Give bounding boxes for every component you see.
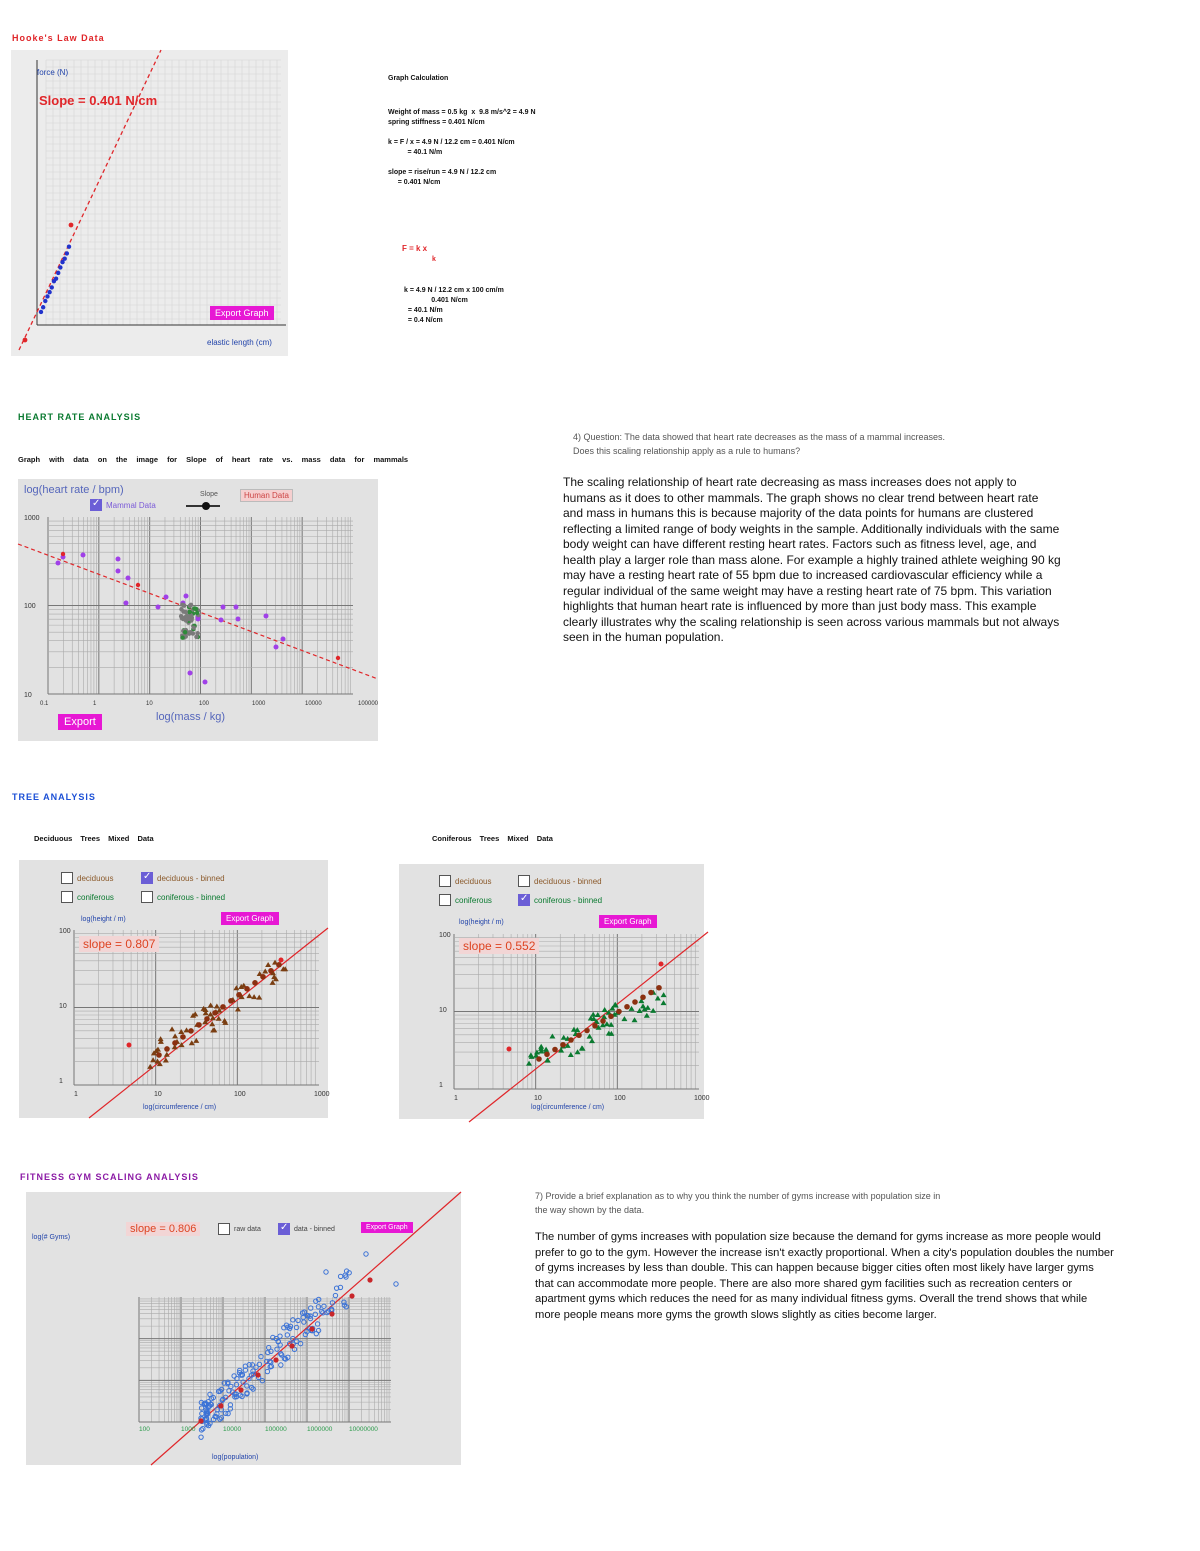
- tree-point: [256, 995, 262, 1000]
- mammal-point: [188, 671, 193, 676]
- tr-cb-deciduous-label: deciduous: [455, 876, 492, 886]
- gym-point: [199, 1435, 203, 1439]
- y-tick-label: 10: [59, 1003, 67, 1010]
- fit-cb-raw[interactable]: [218, 1223, 261, 1235]
- mammal-checkbox-box[interactable]: [90, 499, 102, 511]
- tree-point: [587, 1034, 593, 1039]
- fit-point: [336, 656, 340, 660]
- calc-line: slope = rise/run = 4.9 N / 12.2 cm: [388, 169, 497, 176]
- y-tick-label: 1: [59, 1078, 63, 1085]
- mammal-point: [281, 637, 286, 642]
- human-point: [184, 618, 188, 622]
- human-point: [180, 635, 184, 639]
- x-tick-label: 1: [454, 1095, 458, 1102]
- tr-cb-deciduous-binned[interactable]: [518, 875, 602, 887]
- mammal-point: [236, 617, 241, 622]
- human-point: [184, 610, 188, 614]
- gym-point: [364, 1252, 368, 1256]
- tree-right-subtitle: Coniferous Trees Mixed Data: [432, 834, 553, 843]
- gym-point: [313, 1312, 317, 1316]
- mammal-checkbox-label: Mammal Data: [106, 500, 156, 510]
- fit-point: [507, 1047, 512, 1052]
- human-point: [183, 630, 187, 634]
- fit-ylabel: log(# Gyms): [32, 1234, 71, 1241]
- tr-ylabel: log(height / m): [459, 919, 504, 926]
- mammal-point: [274, 645, 279, 650]
- hooke-calc: [388, 74, 588, 324]
- hooke-ylabel: force (N): [37, 68, 69, 77]
- x-tick-label: 100: [139, 1426, 150, 1433]
- tree-point: [178, 1029, 184, 1034]
- tree-point: [602, 1007, 608, 1012]
- fit-cb-binned-label: data - binned: [294, 1225, 335, 1233]
- fit-point: [23, 338, 28, 343]
- binned-point: [220, 1004, 226, 1010]
- binned-point: [536, 1056, 542, 1062]
- calc-result-line: 0.401 N/cm: [404, 297, 468, 304]
- gym-point: [394, 1282, 398, 1286]
- binned-point: [289, 1343, 294, 1348]
- binned-point: [204, 1016, 210, 1022]
- x-tick-label: 1000: [694, 1095, 710, 1102]
- fit-point: [69, 223, 74, 228]
- binned-point: [367, 1277, 372, 1282]
- calc-formula-sub: k: [432, 256, 436, 263]
- calc-line: spring stiffness = 0.401 N/cm: [388, 119, 485, 126]
- fit-cb-binned-box[interactable]: [278, 1223, 290, 1235]
- tl-slope-label: slope = 0.807: [79, 936, 159, 952]
- gym-point: [316, 1305, 320, 1309]
- trend-line: [89, 928, 328, 1118]
- hooke-slope-label: Slope = 0.401 N/cm: [39, 93, 158, 108]
- fit-point: [61, 552, 65, 556]
- fitness-title: FITNESS GYM SCALING ANALYSIS: [20, 1172, 199, 1182]
- binned-point: [268, 968, 274, 974]
- tree-point: [579, 1045, 585, 1050]
- tr-cb-coniferous-binned[interactable]: [518, 894, 602, 906]
- x-tick-label: 100000: [265, 1426, 287, 1433]
- binned-point: [236, 992, 242, 998]
- fitness-chart: [26, 1192, 461, 1465]
- x-tick-label: 1000000: [307, 1426, 333, 1433]
- tl-cb-coniferous[interactable]: [61, 891, 114, 903]
- binned-point: [656, 985, 662, 991]
- fit-cb-raw-box[interactable]: [218, 1223, 230, 1235]
- tree-point: [543, 1047, 549, 1052]
- data-point: [56, 271, 60, 275]
- binned-point: [244, 986, 250, 992]
- tree-point: [645, 1005, 651, 1010]
- data-point: [47, 290, 51, 294]
- x-tick-label: 10: [154, 1091, 162, 1098]
- heart-subtitle: Graph with data on the image for Slope of heart rate vs. mass data for mammals: [18, 455, 409, 464]
- tr-export-button[interactable]: Export Graph: [599, 915, 657, 928]
- mammal-point: [164, 595, 169, 600]
- data-point: [50, 285, 54, 289]
- tree-point: [655, 996, 661, 1001]
- mammal-point: [203, 680, 208, 685]
- binned-point: [238, 1387, 243, 1392]
- binned-point: [576, 1032, 582, 1038]
- calc-line: = 40.1 N/m: [388, 149, 443, 156]
- binned-point: [632, 999, 638, 1005]
- tree-point: [632, 1017, 638, 1022]
- human-data-button[interactable]: Human Data: [240, 489, 293, 502]
- trend-line: [469, 932, 708, 1122]
- slope-slider[interactable]: [186, 505, 220, 507]
- binned-point: [568, 1037, 574, 1043]
- binned-point: [560, 1042, 566, 1048]
- gym-point: [254, 1365, 258, 1369]
- tree-left-subtitle: Deciduous Trees Mixed Data: [34, 834, 154, 843]
- tree-point: [650, 1008, 656, 1013]
- tr-cb-coniferous-binned-label: coniferous - binned: [534, 895, 603, 905]
- gym-point: [247, 1363, 251, 1367]
- binned-point: [349, 1293, 354, 1298]
- mammal-point: [184, 594, 189, 599]
- heart-answer: The scaling relationship of heart rate decreasing as mass increases does not apply to humans as it does to other mammals. The graph shows no clear trend between heart rate and mass in humans this is because majority of the data points for humans are clustered reflecting a limited range of body weights in the sample. Additionally individuals with the same body weight can have different resting heart rates. Factors such as fitness level, age, and health play a larger role than mass alone. For example a highly trained athlete weighing 90 kg may have a resting heart rate of 55 bpm due to increased cardiovascular efficiency while a regular individual of the same weight may have a resting heart rate of 75 bpm. This variation highlights that human heart rate is influenced by more than just body mass. This example clearly illustrates why the scaling relationship is seen across various mammals but not always seen in the human population.: [563, 475, 1061, 644]
- tree-left-chart: [19, 860, 328, 1118]
- tree-point: [640, 1003, 646, 1008]
- binned-point: [648, 990, 654, 996]
- tree-point: [621, 1016, 627, 1021]
- y-tick-label: 10: [24, 692, 32, 699]
- y-tick-label: 100: [24, 603, 36, 610]
- hooke-title: Hooke's Law Data: [12, 33, 105, 43]
- heart-title: HEART RATE ANALYSIS: [18, 412, 142, 422]
- binned-point: [640, 994, 646, 1000]
- heart-chart: [18, 479, 378, 741]
- binned-point: [172, 1040, 178, 1046]
- tree-point: [172, 1033, 178, 1038]
- tree-point: [528, 1052, 534, 1057]
- x-tick-label: 1: [74, 1091, 78, 1098]
- tree-point: [661, 1000, 667, 1005]
- gym-point: [234, 1382, 238, 1386]
- human-point: [189, 618, 193, 622]
- mammal-point: [126, 576, 131, 581]
- calc-result-line: k = 4.9 N / 12.2 cm x 100 cm/m: [404, 287, 504, 294]
- mammal-point: [234, 605, 239, 610]
- y-tick-label: 100: [439, 932, 451, 939]
- hooke-xlabel: elastic length (cm): [207, 338, 272, 347]
- data-point: [54, 276, 58, 280]
- gym-point: [324, 1270, 328, 1274]
- tr-cb-coniferous-label: coniferous: [455, 895, 492, 905]
- binned-point: [600, 1018, 606, 1024]
- tree-point: [265, 962, 271, 967]
- tree-point: [590, 1012, 596, 1017]
- y-tick-label: 10: [439, 1007, 447, 1014]
- x-tick-label: 10000: [223, 1426, 242, 1433]
- human-point: [192, 626, 196, 630]
- tl-cb-deciduous-binned-box[interactable]: [141, 872, 153, 884]
- y-tick-label: 100: [59, 928, 71, 935]
- heart-ylabel: log(heart rate / bpm): [24, 484, 124, 496]
- calc-lines: [388, 108, 588, 188]
- mammal-point: [81, 553, 86, 558]
- human-point: [180, 603, 184, 607]
- x-tick-label: 0.1: [40, 701, 49, 707]
- tree-right-chart: [399, 864, 710, 1119]
- binned-point: [255, 1372, 260, 1377]
- fit-xlabel: log(population): [212, 1454, 259, 1461]
- tree-point: [568, 1052, 574, 1057]
- gym-point: [285, 1333, 289, 1337]
- gym-point: [279, 1363, 283, 1367]
- tl-export-button[interactable]: Export Graph: [221, 912, 279, 925]
- fit-point: [127, 1043, 132, 1048]
- tree-point: [233, 985, 239, 990]
- heart-xlabel: log(mass / kg): [156, 711, 226, 723]
- x-tick-label: 10: [534, 1095, 542, 1102]
- x-tick-label: 10000: [305, 701, 322, 707]
- calc-formula: F = k x: [402, 244, 428, 253]
- x-tick-label: 100000: [358, 701, 379, 707]
- tr-cb-deciduous-binned-label: deciduous - binned: [534, 876, 602, 886]
- y-tick-label: 1000: [24, 515, 40, 522]
- y-tick-label: 1: [439, 1082, 443, 1089]
- binned-point: [273, 1357, 278, 1362]
- binned-point: [309, 1326, 314, 1331]
- tree-point: [589, 1038, 595, 1043]
- mammal-point: [116, 569, 121, 574]
- calc-title: Graph Calculation: [388, 75, 449, 82]
- data-point: [45, 294, 49, 298]
- tl-ylabel: log(height / m): [81, 916, 126, 923]
- tr-cb-deciduous-binned-box[interactable]: [518, 875, 530, 887]
- heart-export-button[interactable]: Export: [58, 714, 102, 730]
- mammal-point: [219, 618, 224, 623]
- hooke-export-button[interactable]: Export Graph: [210, 306, 274, 320]
- binned-point: [544, 1051, 550, 1057]
- tr-cb-coniferous-box[interactable]: [439, 894, 451, 906]
- tree-point: [251, 994, 257, 999]
- binned-point: [180, 1034, 186, 1040]
- calc-result-line: = 40.1 N/m: [404, 307, 443, 314]
- gym-point: [315, 1322, 319, 1326]
- mammal-point: [124, 601, 129, 606]
- calc-line: Weight of mass = 0.5 kg x 9.8 m/s^2 = 4.9 N: [388, 109, 536, 116]
- data-point: [58, 265, 62, 269]
- binned-point: [584, 1028, 590, 1034]
- binned-point: [616, 1009, 622, 1015]
- tr-cb-deciduous[interactable]: [439, 875, 491, 887]
- tree-point: [538, 1044, 544, 1049]
- x-tick-label: 100: [614, 1095, 626, 1102]
- tl-cb-coniferous-binned[interactable]: [141, 891, 225, 903]
- data-point: [62, 256, 66, 260]
- data-point: [41, 305, 45, 309]
- gym-point: [338, 1274, 342, 1278]
- tree-point: [147, 1064, 153, 1069]
- tl-cb-deciduous-binned-label: deciduous - binned: [157, 873, 225, 883]
- fitness-question: 7) Provide a brief explanation as to why you think the number of gyms increase with population size in the way shown by the data.: [535, 1191, 941, 1215]
- binned-point: [228, 998, 234, 1004]
- tr-cb-deciduous-box[interactable]: [439, 875, 451, 887]
- x-tick-label: 100: [234, 1091, 246, 1098]
- mammal-point: [221, 605, 226, 610]
- fit-cb-binned[interactable]: [278, 1223, 335, 1235]
- binned-point: [592, 1023, 598, 1029]
- tree-point: [169, 1026, 175, 1031]
- gym-point: [275, 1347, 279, 1351]
- calc-line: [388, 128, 588, 138]
- binned-point: [552, 1047, 558, 1053]
- data-point: [39, 310, 43, 314]
- tr-cb-coniferous-binned-box[interactable]: [518, 894, 530, 906]
- tl-cb-coniferous-label: coniferous: [77, 892, 114, 902]
- human-point: [179, 607, 183, 611]
- tree-point: [608, 1022, 614, 1027]
- binned-point: [329, 1311, 334, 1316]
- tree-point: [661, 992, 667, 997]
- mammal-point: [156, 605, 161, 610]
- gym-point: [333, 1293, 337, 1297]
- tree-point: [526, 1061, 532, 1066]
- tr-slope-label: slope = 0.552: [459, 938, 539, 954]
- human-point: [179, 614, 183, 618]
- mammal-point: [196, 617, 201, 622]
- binned-point: [188, 1028, 194, 1034]
- tl-cb-deciduous-binned[interactable]: [141, 872, 225, 884]
- x-tick-label: 1000: [181, 1426, 196, 1433]
- tl-cb-coniferous-box[interactable]: [61, 891, 73, 903]
- tr-xlabel: log(circumference / cm): [531, 1104, 605, 1111]
- binned-point: [276, 962, 282, 968]
- tl-cb-deciduous[interactable]: [61, 872, 113, 884]
- fit-export-button[interactable]: Export Graph: [361, 1222, 413, 1233]
- tl-cb-deciduous-box[interactable]: [61, 872, 73, 884]
- gym-point: [265, 1369, 269, 1373]
- calc-result: [404, 286, 504, 326]
- human-point: [194, 607, 198, 611]
- human-point: [188, 604, 192, 608]
- heart-question: 4) Question: The data showed that heart rate decreases as the mass of a mammal increases. Does this scaling relationship apply as a rule to humans?: [573, 432, 946, 456]
- hooke-chart: [11, 50, 288, 356]
- binned-point: [608, 1013, 614, 1019]
- mammal-point: [264, 614, 269, 619]
- fitness-answer: The number of gyms increases with population size because the demand for gyms increase as more people would prefer to go to the gym. However the increase isn't exactly proportional. When a city's population doubles the number of gyms increases by less than double. This can happen because bigger cities often most likely have larger gyms that can accommodate more people. There are also more shared gym facilities such as recreation centers or apartment gyms which reduces the need for as many individual fitness gyms. Overall the trend shows that while more people means more gyms the growth slows slightly as cities become larger.: [535, 1231, 1114, 1321]
- tree-point: [549, 1034, 555, 1039]
- slope-slider-handle[interactable]: [202, 502, 210, 510]
- tree-point: [246, 993, 252, 998]
- binned-point: [196, 1022, 202, 1028]
- binned-point: [260, 974, 266, 980]
- tree-point: [262, 968, 268, 973]
- fit-cb-raw-label: raw data: [234, 1225, 261, 1233]
- mammal-point: [56, 561, 61, 566]
- mammal-point: [116, 557, 121, 562]
- slope-slider-label: Slope: [200, 491, 218, 498]
- fit-point: [279, 958, 284, 963]
- binned-point: [218, 1403, 223, 1408]
- data-point: [67, 245, 71, 249]
- x-tick-label: 10000000: [349, 1426, 378, 1433]
- human-point: [195, 631, 199, 635]
- calc-line: = 0.401 N/cm: [388, 179, 441, 186]
- gym-point: [200, 1411, 204, 1415]
- fit-point: [136, 583, 140, 587]
- binned-point: [156, 1052, 162, 1058]
- binned-point: [198, 1418, 203, 1423]
- fit-point: [659, 962, 664, 967]
- binned-point: [624, 1004, 630, 1010]
- x-tick-label: 1000: [314, 1091, 330, 1098]
- fit-slope-label: slope = 0.806: [126, 1222, 200, 1236]
- tl-cb-coniferous-binned-box[interactable]: [141, 891, 153, 903]
- x-tick-label: 100: [199, 701, 210, 707]
- tr-cb-coniferous[interactable]: [439, 894, 492, 906]
- x-tick-label: 1: [93, 701, 97, 707]
- tree-title: TREE ANALYSIS: [12, 792, 96, 802]
- human-point: [195, 611, 199, 615]
- tl-cb-deciduous-label: deciduous: [77, 873, 114, 883]
- binned-point: [212, 1010, 218, 1016]
- gym-point: [316, 1328, 320, 1332]
- x-tick-label: 1000: [252, 701, 266, 707]
- data-point: [43, 299, 47, 303]
- tl-xlabel: log(circumference / cm): [143, 1104, 217, 1111]
- calc-line: [388, 158, 588, 168]
- heart-plot: [18, 479, 378, 741]
- binned-point: [252, 980, 258, 986]
- tree-point: [561, 1035, 567, 1040]
- human-point: [188, 630, 192, 634]
- mammal-data-checkbox[interactable]: [90, 499, 156, 511]
- calc-result-line: = 0.4 N/cm: [404, 317, 443, 324]
- gym-point: [278, 1334, 282, 1338]
- x-tick-label: 10: [146, 701, 153, 707]
- binned-point: [164, 1046, 170, 1052]
- calc-line: k = F / x = 4.9 N / 12.2 cm = 0.401 N/cm: [388, 139, 515, 146]
- data-point: [65, 251, 69, 255]
- tl-cb-coniferous-binned-label: coniferous - binned: [157, 892, 226, 902]
